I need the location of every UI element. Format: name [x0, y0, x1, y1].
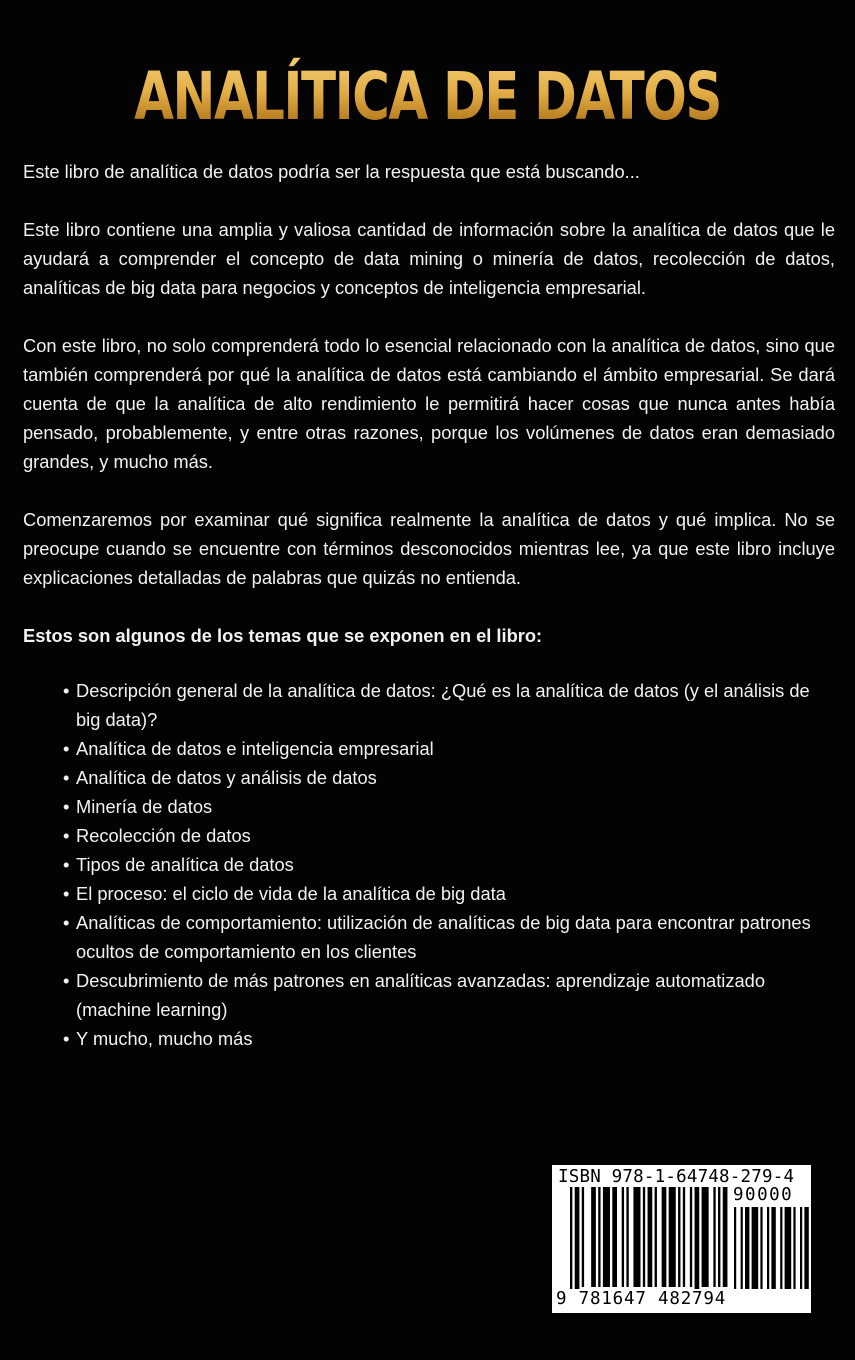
list-item: • Analítica de datos e inteligencia empresarial	[63, 734, 835, 763]
list-item: • Minería de datos	[63, 792, 835, 821]
barcode-bar	[575, 1187, 580, 1295]
barcode-bar	[612, 1187, 617, 1287]
intro-paragraph: Este libro de analítica de datos podría ser la respuesta que está buscando...	[23, 161, 640, 182]
back-cover-text	[23, 157, 835, 1053]
barcode-bar	[598, 1187, 600, 1287]
description-paragraph-3: Comenzaremos por examinar qué significa realmente la analítica de datos y qué implica. No se preocupe cuando se encuentre con términos desconocidos mientras lee, ya que este libro incluye explicaciones detalladas de palabras que quizás no entienda.	[23, 509, 835, 588]
barcode-bar	[785, 1207, 792, 1289]
list-item: • Recolección de datos	[63, 821, 835, 850]
list-item: • Tipos de analítica de datos	[63, 850, 835, 879]
topics-heading: Estos son algunos de los temas que se exponen en el libro:	[23, 625, 543, 646]
barcode-bar	[591, 1187, 596, 1287]
topics-list	[23, 676, 835, 1053]
list-item: • Descubrimiento de más patrones en analíticas avanzadas: aprendizaje automatizado (machine learning)	[63, 966, 835, 1024]
barcode-bar	[718, 1187, 720, 1287]
barcode-bar	[622, 1187, 624, 1287]
barcode-bar	[643, 1187, 645, 1287]
barcode-bar	[655, 1187, 657, 1287]
barcode-bar	[713, 1187, 715, 1287]
barcode-bar	[745, 1207, 749, 1289]
isbn-label: ISBN 978-1-64748-279-4	[558, 1167, 795, 1187]
barcode-bar	[603, 1187, 610, 1287]
barcode-bar	[760, 1207, 762, 1289]
addon-digits: 90000	[733, 1185, 794, 1205]
list-item: • Y mucho, mucho más	[63, 1024, 835, 1053]
barcode-bar	[626, 1187, 628, 1287]
barcode-bar	[702, 1187, 709, 1287]
barcode-bar	[780, 1207, 782, 1289]
list-item: • Analítica de datos y análisis de datos	[63, 763, 835, 792]
barcode-bar	[771, 1207, 775, 1289]
list-item: • El proceso: el ciclo de vida de la analítica de big data	[63, 879, 835, 908]
description-paragraph-2: Con este libro, no solo comprenderá todo lo esencial relacionado con la analítica de datos, sino que también comprenderá por qué la analítica de datos está cambiando el ámbito empresarial. Se dará cuenta de que la analítica de alto rendimiento le permitirá hacer cosas que nunca antes había pensado, probablemente, y entre otras razones, porque los volúmenes de datos eran demasiado grandes, y mucho más.	[23, 335, 835, 472]
barcode-bar	[690, 1187, 692, 1287]
isbn-barcode	[552, 1165, 811, 1313]
barcode-bar	[723, 1187, 728, 1287]
barcode-bar	[633, 1187, 640, 1287]
barcode-bar	[648, 1187, 653, 1287]
barcode-bar	[804, 1207, 808, 1289]
barcode-bar	[752, 1207, 759, 1289]
description-paragraph-1: Este libro contiene una amplia y valiosa cantidad de información sobre la analítica de datos que le ayudará a comprender el concepto de data mining o minería de datos, recolección de datos, analíticas de big data para negocios y conceptos de inteligencia empresarial.	[23, 219, 835, 298]
barcode-bar	[683, 1187, 685, 1287]
list-item: • Descripción general de la analítica de datos: ¿Qué es la analítica de datos (y el análisis de big data)?	[63, 676, 835, 734]
barcode-bar	[734, 1207, 736, 1289]
barcode-bar	[582, 1187, 584, 1287]
barcode-bar	[695, 1187, 700, 1295]
barcode-bar	[662, 1187, 667, 1287]
barcode-bar	[793, 1207, 795, 1289]
ean-digits: 9 781647 482794	[556, 1289, 727, 1309]
barcode-bar	[767, 1207, 769, 1289]
barcode-bar	[570, 1187, 572, 1295]
barcode-bar	[678, 1187, 680, 1287]
list-item: • Analíticas de comportamiento: utilización de analíticas de big data para encontrar patrones ocultos de comportamiento en los clientes	[63, 908, 835, 966]
barcode-bar	[741, 1207, 743, 1289]
barcode-bar	[669, 1187, 676, 1287]
barcode-bar	[800, 1207, 802, 1289]
book-title: ANALÍTICA DE DATOS	[94, 52, 761, 142]
